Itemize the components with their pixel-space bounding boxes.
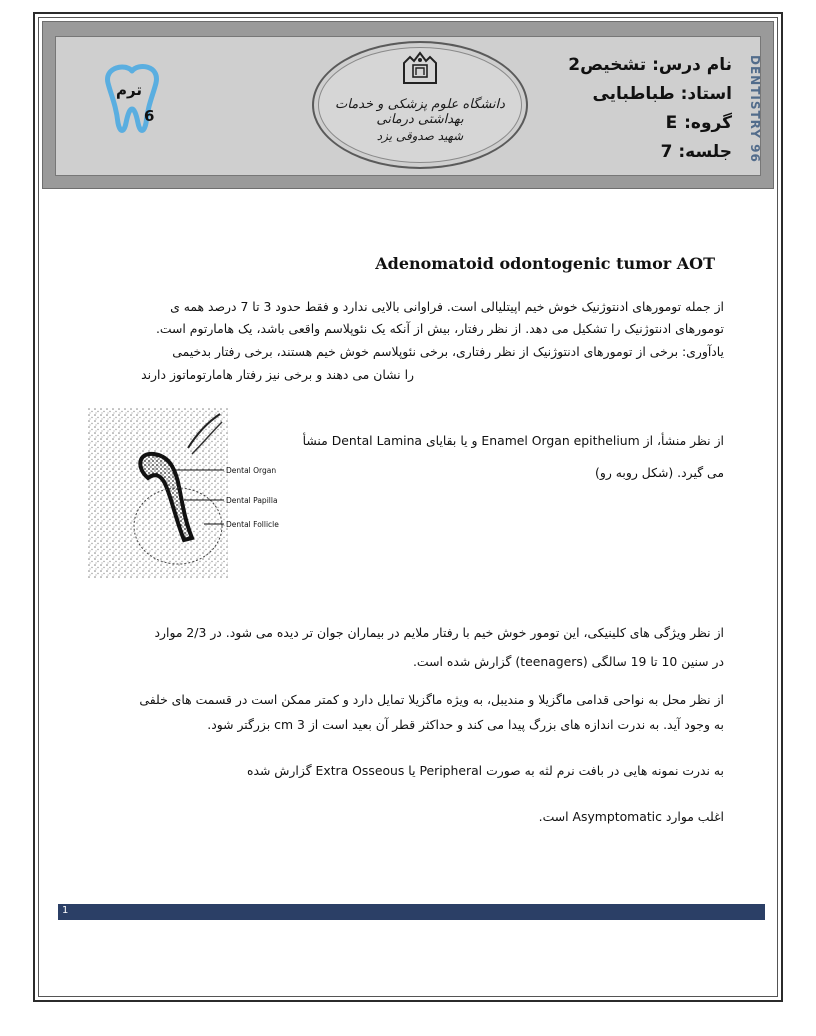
dentistry-watermark: DENTISTRY 96 [748, 55, 762, 163]
course-name: نام درس: تشخیص2 [568, 55, 732, 75]
footer-bar [58, 904, 765, 920]
course-info [522, 51, 732, 167]
university-logo [312, 41, 528, 169]
intro-line-3: یادآوری: برخی از تومورهای ادنتوژنیک از نظر رفتاری، برخی نئوپلاسم خوش خیم هستند، برخی رفتار بدخیمی [172, 344, 724, 359]
instructor-name: استاد: طباطبایی [592, 84, 732, 104]
header-band [42, 21, 774, 189]
session-number: جلسه: 7 [660, 142, 732, 162]
university-emblem-icon [400, 49, 440, 85]
term-label: ترم [116, 81, 142, 99]
origin-line-1: از نظر منشأ، از Enamel Organ epithelium و یا بقایای Dental Lamina منشأ [302, 433, 724, 448]
label-dental-papilla: Dental Papilla [226, 496, 278, 505]
clinical-line-2: در سنین 10 تا 19 سالگی (teenagers) گزارش شده است. [412, 654, 724, 669]
histology-figure [88, 408, 288, 578]
page-number: 1 [62, 905, 69, 916]
location-line-1: از نظر محل به نواحی قدامی ماگزیلا و مندیبل، به ویژه ماگزیلا تمایل دارد و کمتر ممکن است در قسمت های خلفی [139, 692, 724, 707]
intro-line-4: را نشان می دهند و برخی نیز رفتار هامارتوماتوز دارند [141, 367, 414, 382]
group-name: گروه: E [665, 113, 732, 133]
location-line-2: به وجود آید. به ندرت اندازه های بزرگ پیدا می کند و حداکثر قطر آن بعید است از 3 cm بزرگتر شود. [207, 717, 724, 732]
term-number: 6 [144, 107, 155, 125]
intro-line-2: تومورهای ادنتوژنیک را تشکیل می دهد. از نظر رفتار، بیش از آنکه یک نئوپلاسم واقعی باشد، یک هامارتوم است. [155, 321, 724, 336]
document-title: Adenomatoid odontogenic tumor AOT [375, 254, 715, 273]
histology-image [88, 408, 288, 578]
logo-university-city: شهید صدوقی یزد [376, 129, 464, 143]
header-panel [55, 36, 761, 176]
symptom-line: اغلب موارد Asymptomatic است. [538, 809, 724, 824]
clinical-line-1: از نظر ویژگی های کلینیکی، این تومور خوش خیم با رفتار ملایم در بیماران جوان تر دیده می شود. در 2/3 موارد [154, 625, 724, 640]
peripheral-line: به ندرت نمونه هایی در بافت نرم لثه به صورت Peripheral یا Extra Osseous گزارش شده [246, 763, 724, 778]
intro-line-1: از جمله تومورهای ادنتوژنیک خوش خیم اپیتلیالی است. فراوانی بالایی ندارد و فقط حدود 3 تا 7 درصد همه ی [170, 299, 724, 314]
origin-line-2: می گیرد. (شکل روبه رو) [595, 465, 724, 480]
label-dental-organ: Dental Organ [226, 466, 277, 475]
term-badge [86, 53, 176, 143]
label-dental-follicle: Dental Follicle [226, 520, 279, 529]
logo-university-name: دانشگاه علوم پزشکی و خدمات بهداشتی درمانی [335, 97, 505, 127]
